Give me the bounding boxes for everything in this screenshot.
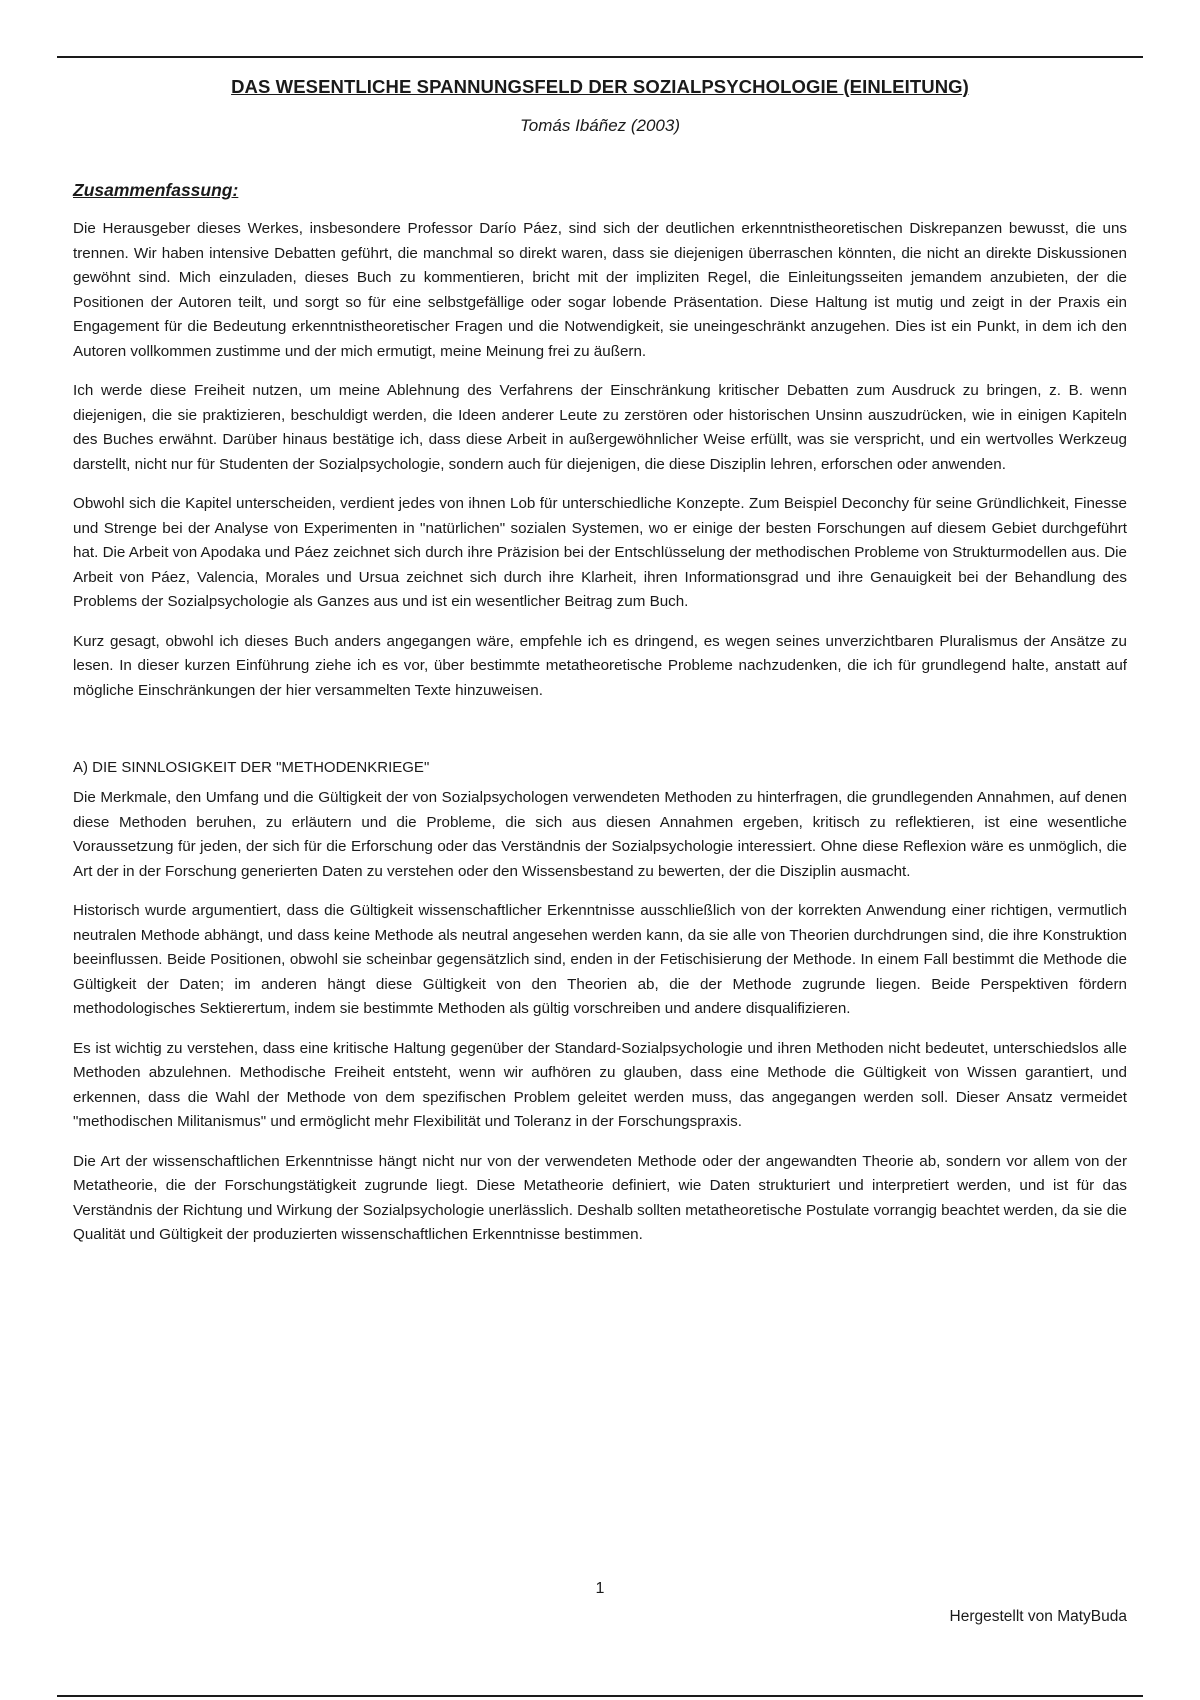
footer-credit: Hergestellt von MatyBuda: [949, 1608, 1127, 1625]
bottom-rule: [57, 1695, 1143, 1697]
top-rule: [57, 56, 1143, 58]
summary-paragraph-2: Ich werde diese Freiheit nutzen, um meine Ablehnung des Verfahrens der Einschränkung kritischer Debatten zum Ausdruck zu bringen, z. B. wenn diejenigen, die sie praktizieren, beschuldigt werden, die Ideen anderer Leute zu zerstören oder historischen Unsinn auszudrücken, wie in einigen Kapiteln des Buches erwähnt. Darüber hinaus bestätige ich, dass diese Arbeit in außergewöhnlicher Weise erfüllt, was sie verspricht, und ein wertvolles Werkzeug darstellt, nicht nur für Studenten der Sozialpsychologie, sondern auch für diejenigen, die diese Disziplin lehren, erforschen oder anwenden.: [73, 382, 1127, 473]
section-a-paragraph-3: Es ist wichtig zu verstehen, dass eine kritische Haltung gegenüber der Standard-Sozialpsychologie und ihren Methoden nicht bedeutet, unterschiedslos alle Methoden abzulehnen. Methodische Freiheit entsteht, wenn wir aufhören zu glauben, dass eine Methode die Gültigkeit von Wissen garantiert, und erkennen, dass die Wahl der Methode von dem spezifischen Problem geleitet werden muss, das angegangen werden soll. Dieser Ansatz vermeidet "methodischen Militanismus" und ermöglicht mehr Flexibilität und Toleranz in der Forschungspraxis.: [73, 1039, 1127, 1130]
section-a-paragraph-4: Die Art der wissenschaftlichen Erkenntnisse hängt nicht nur von der verwendeten Methode oder der angewandten Theorie ab, sondern vor allem von der Metatheorie, die der Forschungstätigkeit zugrunde liegt. Diese Metatheorie definiert, wie Daten strukturiert und interpretiert werden, und ist für das Verständnis der Richtung und Wirkung der Sozialpsychologie unerlässlich. Deshalb sollten metatheoretische Postulate vorrangig beachtet werden, da sie die Qualität und Gültigkeit der produzierten wissenschaftlichen Erkenntnisse bestimmen.: [73, 1152, 1127, 1243]
document-author: Tomás Ibáñez (2003): [519, 116, 681, 135]
summary-paragraph-3: Obwohl sich die Kapitel unterscheiden, verdient jedes von ihnen Lob für unterschiedliche Konzepte. Zum Beispiel Deconchy für seine Gründlichkeit, Finesse und Strenge bei der Analyse von Experimenten in "natürlichen" sozialen Systemen, wo er einige der besten Forschungen auf diesem Gebiet durchgeführt hat. Die Arbeit von Apodaka und Páez zeichnet sich durch ihre Präzision bei der Entschlüsselung der methodischen Probleme von Strukturmodellen aus. Die Arbeit von Páez, Valencia, Morales und Ursua zeichnet sich durch ihre Klarheit, ihren Informationsgrad und ihre Genauigkeit bei der Behandlung des Problems der Sozialpsychologie als Ganzes aus und ist ein wesentlicher Beitrag zum Buch.: [73, 495, 1127, 610]
document-title: DAS WESENTLICHE SPANNUNGSFELD DER SOZIALPSYCHOLOGIE (EINLEITUNG): [231, 76, 969, 97]
document-page: [73, 72, 1127, 1263]
page-number: 1: [595, 1580, 605, 1597]
section-a-paragraph-2: Historisch wurde argumentiert, dass die Gültigkeit wissenschaftlicher Erkenntnisse ausschließlich von der korrekten Anwendung einer richtigen, vermutlich neutralen Methode abhängt, und dass keine Methode als neutral angesehen werden kann, da sie alle von Theorien durchdrungen sind, die ihre Konstruktion beeinflussen. Beide Positionen, obwohl sie scheinbar gegensätzlich sind, enden in der Fetischisierung der Methode. In einem Fall bestimmt die Methode die Gültigkeit der Daten; im anderen hängt diese Gültigkeit von den Theorien ab, die der Methode zugrunde liegen. Beide Perspektiven fördern methodologisches Sektierertum, indem sie bestimmte Methoden als gültig vorschreiben und andere disqualifizieren.: [73, 902, 1127, 1017]
section-a-paragraph-1: Die Merkmale, den Umfang und die Gültigkeit der von Sozialpsychologen verwendeten Methoden zu hinterfragen, die grundlegenden Annahmen, auf denen diese Methoden beruhen, zu erläutern und die Probleme, die sich aus diesen Annahmen ergeben, kritisch zu reflektieren, ist eine wesentliche Voraussetzung für jeden, der sich für die Erforschung oder das Verständnis der Sozialpsychologie interessiert. Ohne diese Reflexion wäre es unmöglich, die Art der in der Forschung generierten Daten zu verstehen oder den Wissensbestand zu bewerten, der die Disziplin ausmacht.: [73, 789, 1127, 880]
summary-paragraph-1: Die Herausgeber dieses Werkes, insbesondere Professor Darío Páez, sind sich der deutlichen erkenntnistheoretischen Diskrepanzen bewusst, die uns trennen. Wir haben intensive Debatten geführt, die manchmal so direkt waren, dass sie diejenigen überraschen könnten, die nicht an direkte Diskussionen gewöhnt sind. Mich einzuladen, dieses Buch zu kommentieren, bricht mit der impliziten Regel, die Einleitungsseiten jemandem anzubieten, der die Positionen der Autoren teilt, und sorgt so für eine selbstgefällige oder sogar lobende Präsentation. Diese Haltung ist mutig und zeigt in der Praxis ein Engagement für die Bedeutung erkenntnistheoretischer Fragen und die Notwendigkeit, sie uneingeschränkt anzugehen. Dies ist ein Punkt, in dem ich den Autoren vollkommen zustimme und der mich ermutigt, meine Meinung frei zu äußern.: [73, 220, 1127, 360]
summary-heading: Zusammenfassung:: [73, 180, 239, 200]
section-a-heading: A) DIE SINNLOSIGKEIT DER "METHODENKRIEGE": [73, 759, 430, 776]
summary-paragraph-4: Kurz gesagt, obwohl ich dieses Buch anders angegangen wäre, empfehle ich es dringend, es wegen seines unverzichtbaren Pluralismus der Ansätze zu lesen. In dieser kurzen Einführung ziehe ich es vor, über bestimmte metatheoretische Probleme nachzudenken, die ich für grundlegend halte, anstatt auf mögliche Einschränkungen der hier versammelten Texte hinzuweisen.: [73, 632, 1127, 699]
